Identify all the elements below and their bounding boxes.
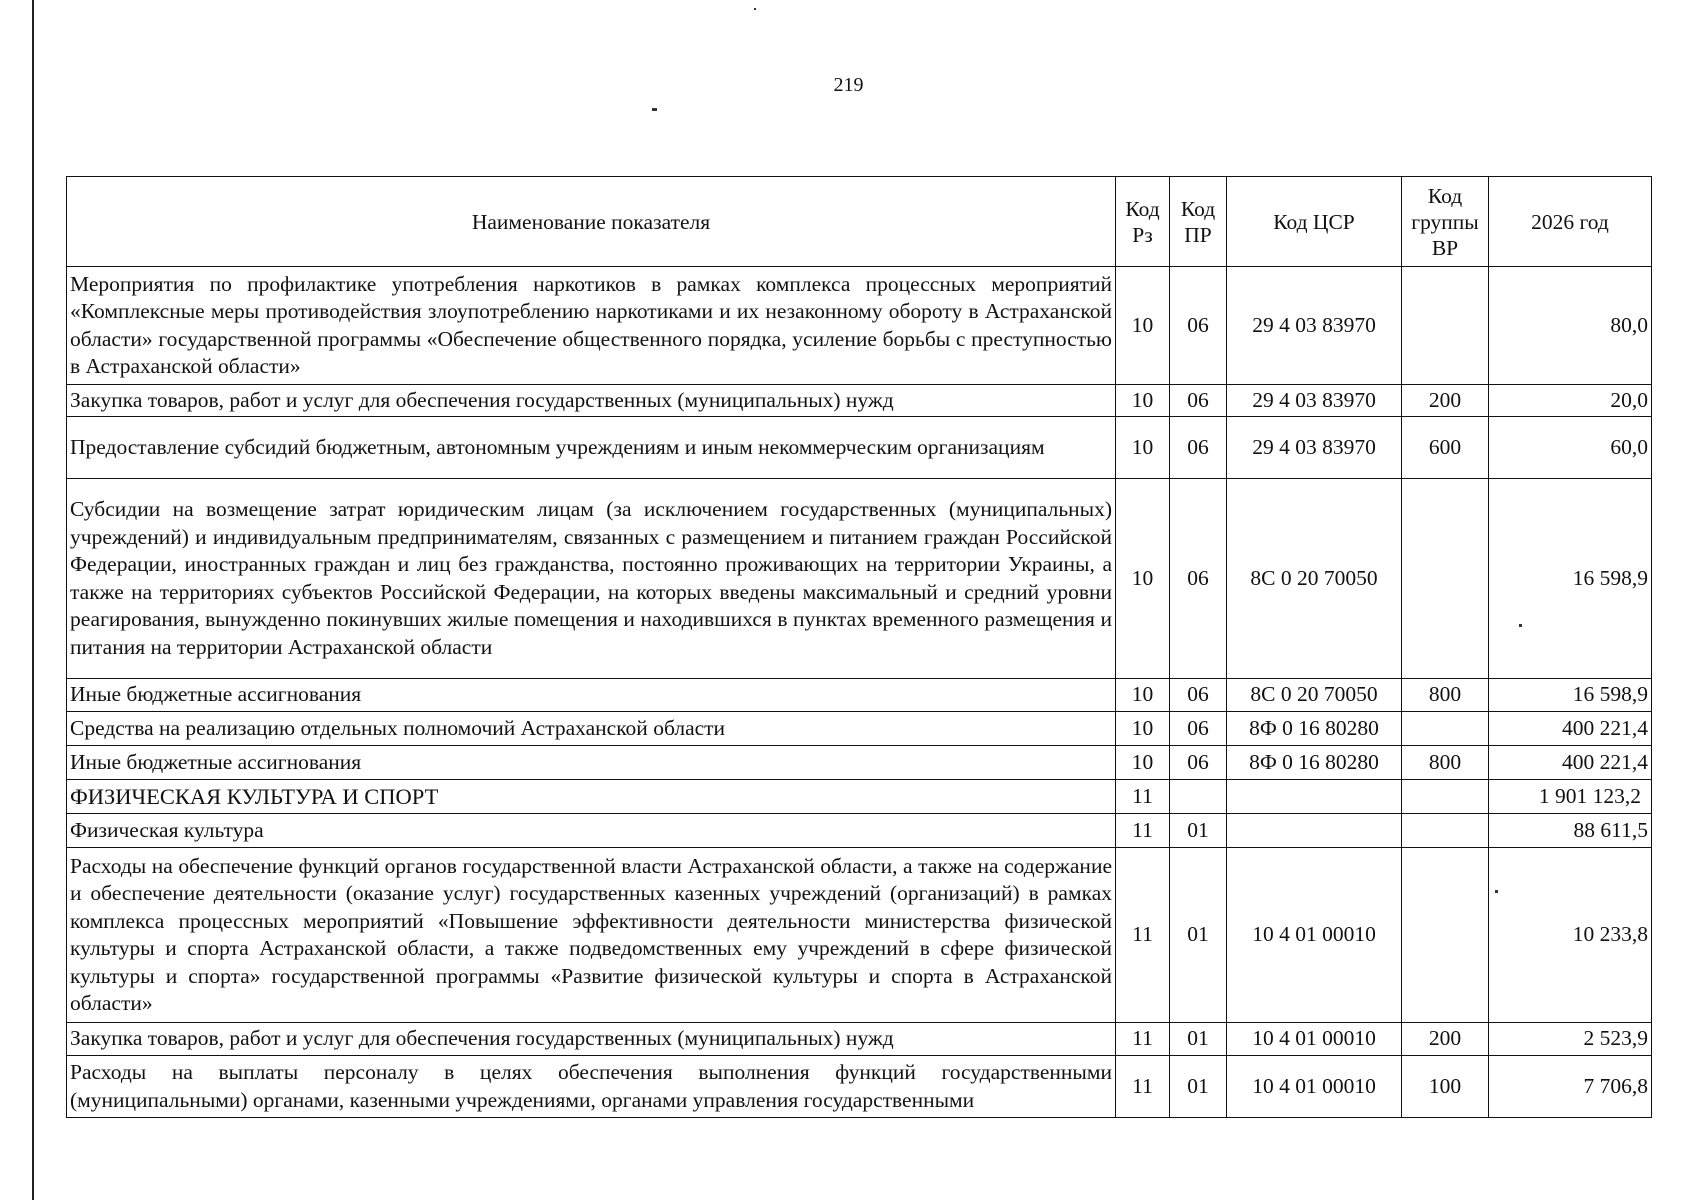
row-sum: 400 221,4 xyxy=(1489,712,1652,746)
row-name: Иные бюджетные ассигнования xyxy=(67,679,1116,712)
row-vr: 800 xyxy=(1402,679,1489,712)
row-pr: 06 xyxy=(1170,712,1227,746)
binding-margin-line xyxy=(32,0,34,1200)
row-name: Расходы на обеспечение функций органов государственной власти Астраханской области, а также на содержание и обеспечение деятельности (оказание услуг) государственных казенных учреждений (организаций) в рамках комплекса процессных мероприятий «Повышение эффективности деятельности министерства физической культуры и спорта Астраханской области, а также подведомственных ему учреждений в сфере физической культуры и спорта» государственной программы «Развитие физической культуры и спорта в Астраханской области» xyxy=(67,848,1116,1023)
row-vr: 100 xyxy=(1402,1056,1489,1118)
row-csr: 10 4 01 00010 xyxy=(1227,848,1402,1023)
row-vr xyxy=(1402,479,1489,679)
row-rz: 11 xyxy=(1116,848,1170,1023)
row-rz: 11 xyxy=(1116,1023,1170,1056)
table-row xyxy=(67,679,1652,712)
row-name: Расходы на выплаты персоналу в целях обеспечения выполнения функций государственными (муниципальными) органами, казенными учреждениями, органами управления государственными xyxy=(67,1056,1116,1118)
row-name: Физическая культура xyxy=(67,814,1116,848)
row-sum: 88 611,5 xyxy=(1489,814,1652,848)
row-name: Средства на реализацию отдельных полномочий Астраханской области xyxy=(67,712,1116,746)
row-rz: 10 xyxy=(1116,417,1170,479)
row-sum: 7 706,8 xyxy=(1489,1056,1652,1118)
row-rz: 10 xyxy=(1116,479,1170,679)
table-row xyxy=(67,417,1652,479)
header-pr: Код ПР xyxy=(1170,177,1227,267)
row-csr: 29 4 03 83970 xyxy=(1227,385,1402,417)
table-row xyxy=(67,848,1652,1023)
row-csr xyxy=(1227,814,1402,848)
scan-speck xyxy=(754,8,756,10)
row-name: Закупка товаров, работ и услуг для обеспечения государственных (муниципальных) нужд xyxy=(67,1023,1116,1056)
row-csr: 8С 0 20 70050 xyxy=(1227,679,1402,712)
row-sum: 16 598,9 xyxy=(1489,679,1652,712)
row-name: Закупка товаров, работ и услуг для обеспечения государственных (муниципальных) нужд xyxy=(67,385,1116,417)
row-rz: 11 xyxy=(1116,814,1170,848)
row-rz: 10 xyxy=(1116,385,1170,417)
row-sum: 10 233,8 xyxy=(1489,848,1652,1023)
table-row xyxy=(67,712,1652,746)
row-sum: 20,0 xyxy=(1489,385,1652,417)
row-pr: 06 xyxy=(1170,479,1227,679)
row-name: Субсидии на возмещение затрат юридическим лицам (за исключением государственных (муниципальных) учреждений) и индивидуальным предпринимателям, связанных с размещением и питанием граждан Российской Федерации, иностранных граждан и лиц без гражданства, постоянно проживающих на территории Украины, а также на территориях субъектов Российской Федерации, на которых введены максимальный и средний уровни реагирования, вынужденно покинувших жилые помещения и находившихся в пунктах временного размещения и питания на территории Астраханской области xyxy=(67,479,1116,679)
row-pr xyxy=(1170,780,1227,814)
budget-table xyxy=(66,176,1652,1118)
row-pr: 06 xyxy=(1170,679,1227,712)
row-rz: 11 xyxy=(1116,1056,1170,1118)
row-sum: 400 221,4 xyxy=(1489,746,1652,780)
row-rz: 10 xyxy=(1116,267,1170,385)
row-rz: 11 xyxy=(1116,780,1170,814)
row-csr: 29 4 03 83970 xyxy=(1227,267,1402,385)
table-row xyxy=(67,1023,1652,1056)
table-row xyxy=(67,267,1652,385)
header-name: Наименование показателя xyxy=(67,177,1116,267)
page-number: 219 xyxy=(833,74,864,96)
row-csr: 8Ф 0 16 80280 xyxy=(1227,712,1402,746)
row-pr: 01 xyxy=(1170,814,1227,848)
table-row xyxy=(67,385,1652,417)
row-sum: 60,0 xyxy=(1489,417,1652,479)
row-rz: 10 xyxy=(1116,746,1170,780)
row-csr: 10 4 01 00010 xyxy=(1227,1056,1402,1118)
row-csr: 29 4 03 83970 xyxy=(1227,417,1402,479)
row-pr: 01 xyxy=(1170,848,1227,1023)
row-pr: 01 xyxy=(1170,1023,1227,1056)
row-vr xyxy=(1402,848,1489,1023)
row-name: Предоставление субсидий бюджетным, автономным учреждениям и иным некоммерческим организациям xyxy=(67,417,1116,479)
table-header-row xyxy=(67,177,1652,267)
row-vr xyxy=(1402,712,1489,746)
table-row xyxy=(67,814,1652,848)
row-pr: 06 xyxy=(1170,746,1227,780)
row-vr: 800 xyxy=(1402,746,1489,780)
row-pr: 06 xyxy=(1170,385,1227,417)
header-csr: Код ЦСР xyxy=(1227,177,1402,267)
row-vr xyxy=(1402,814,1489,848)
row-pr: 06 xyxy=(1170,267,1227,385)
table-row xyxy=(67,746,1652,780)
table-row xyxy=(67,479,1652,679)
header-vr: Код группы ВР xyxy=(1402,177,1489,267)
row-sum: 16 598,9 xyxy=(1489,479,1652,679)
row-vr: 200 xyxy=(1402,385,1489,417)
row-name: ФИЗИЧЕСКАЯ КУЛЬТУРА И СПОРТ xyxy=(67,780,1116,814)
table-row xyxy=(67,780,1652,814)
row-sum: 1 901 123,2 xyxy=(1489,780,1652,814)
row-sum: 80,0 xyxy=(1489,267,1652,385)
row-name: Иные бюджетные ассигнования xyxy=(67,746,1116,780)
header-rz: Код Рз xyxy=(1116,177,1170,267)
row-csr: 8Ф 0 16 80280 xyxy=(1227,746,1402,780)
row-vr: 200 xyxy=(1402,1023,1489,1056)
row-name: Мероприятия по профилактике употребления наркотиков в рамках комплекса процессных мероприятий «Комплексные меры противодействия злоупотреблению наркотиками и их незаконному обороту в Астраханской области» государственной программы «Обеспечение общественного порядка, усиление борьбы с преступностью в Астраханской области» xyxy=(67,267,1116,385)
table-row xyxy=(67,1056,1652,1118)
row-csr xyxy=(1227,780,1402,814)
scan-speck xyxy=(652,108,657,111)
row-pr: 01 xyxy=(1170,1056,1227,1118)
row-rz: 10 xyxy=(1116,712,1170,746)
row-vr xyxy=(1402,267,1489,385)
row-pr: 06 xyxy=(1170,417,1227,479)
row-rz: 10 xyxy=(1116,679,1170,712)
header-sum: 2026 год xyxy=(1489,177,1652,267)
row-csr: 10 4 01 00010 xyxy=(1227,1023,1402,1056)
row-sum: 2 523,9 xyxy=(1489,1023,1652,1056)
row-csr: 8С 0 20 70050 xyxy=(1227,479,1402,679)
row-vr: 600 xyxy=(1402,417,1489,479)
row-vr xyxy=(1402,780,1489,814)
